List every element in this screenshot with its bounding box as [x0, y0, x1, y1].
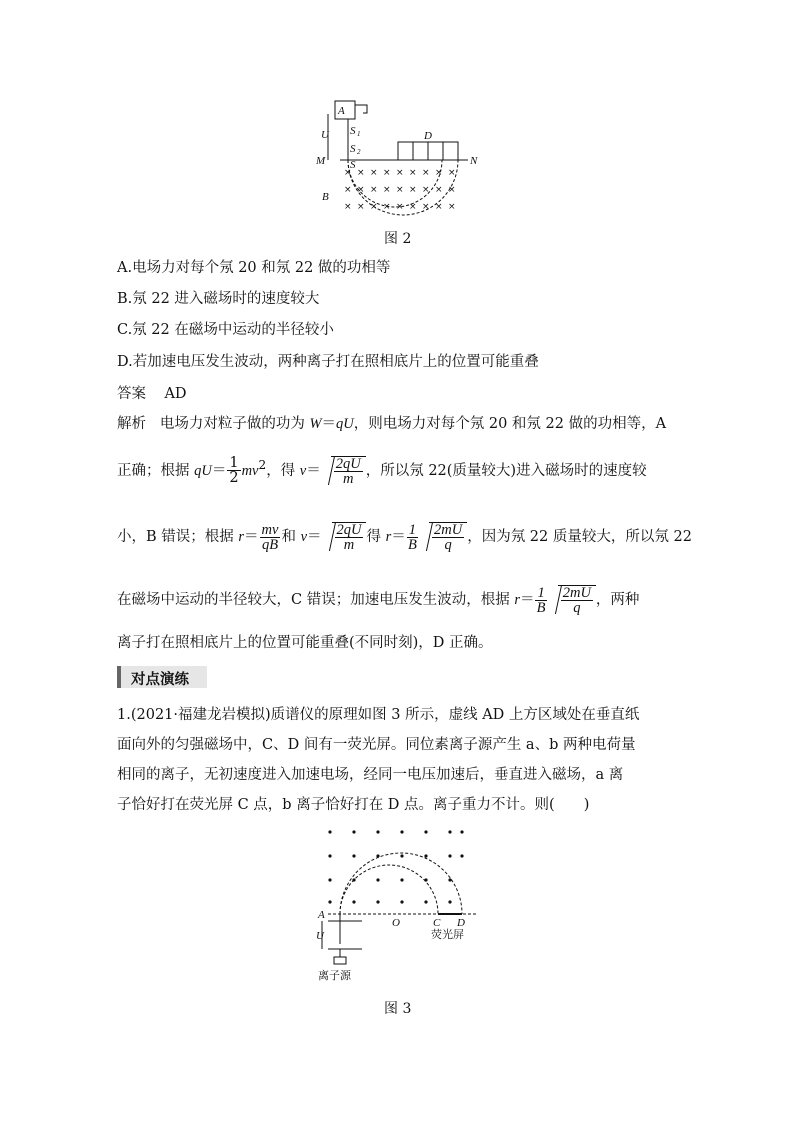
question-line-1: 1.(2021·福建龙岩模拟)质谱仪的原理如图 3 所示，虚线 AD 上方区域处在垂直纸 — [117, 707, 640, 723]
svg-text:×: × — [383, 202, 391, 212]
fraction — [334, 457, 363, 486]
frac-den: q — [573, 600, 581, 616]
label-D: D — [424, 130, 432, 142]
analysis-line-1 — [117, 414, 666, 434]
analysis-line-3: 小，B 错误；根据 r＝ $\frac{mv}{qB}$ 和 v＝ $\frac{2qU}{m}$ 得 r＝ $\frac{1}{B}$ $\frac{2mU}{q}$ ，因为氖 22 质量较大，所以氖 22 — [117, 521, 692, 553]
math-var: r — [385, 529, 392, 545]
svg-text:×: × — [357, 168, 365, 178]
frac-num: 1 — [537, 584, 545, 601]
svg-text:×: × — [422, 185, 430, 195]
svg-text:×: × — [396, 185, 404, 195]
analysis-label: 解析 — [117, 416, 146, 432]
math-var: r — [238, 529, 245, 545]
label-S2-sub: 2 — [357, 148, 361, 156]
label-U: U — [316, 930, 324, 942]
svg-text:×: × — [396, 168, 404, 178]
sqrt — [429, 522, 467, 552]
math-var: v — [299, 462, 307, 479]
fraction — [407, 523, 418, 552]
label-S1: S — [350, 125, 356, 137]
analysis-text: 在磁场中运动的半径较大，C 错误；加速电压发生波动，根据 — [117, 592, 515, 608]
label-U: U — [321, 129, 329, 141]
svg-text:×: × — [409, 202, 417, 212]
svg-text:×: × — [344, 202, 352, 212]
label-screen: 荧光屏 — [431, 928, 464, 941]
svg-text:×: × — [422, 168, 430, 178]
label-A: A — [318, 909, 325, 921]
svg-text:×: × — [396, 202, 404, 212]
label-S3: S — [350, 159, 356, 171]
svg-text:×: × — [357, 202, 365, 212]
svg-text:×: × — [383, 185, 391, 195]
option-a: A.电场力对每个氖 20 和氖 22 做的功相等 — [117, 260, 391, 276]
label-O: O — [392, 917, 400, 929]
question-line-2: 面向外的匀强磁场中，C、D 间有一荧光屏。同位素离子源产生 a、b 两种电荷量 — [117, 737, 636, 753]
sqrt — [332, 522, 367, 552]
frac-num: 2qU — [335, 455, 361, 472]
answer-line — [117, 384, 187, 404]
superscript: 2 — [258, 458, 267, 472]
sqrt — [331, 456, 366, 486]
math-op: ＝ — [244, 529, 259, 545]
frac-den: qB — [261, 536, 279, 553]
label-D: D — [457, 917, 465, 929]
question-1 — [117, 700, 677, 820]
analysis-text: ，所以氖 22(质量较大)进入磁场时的速度较 — [365, 462, 647, 479]
svg-text:×: × — [448, 185, 456, 195]
math-var: r — [514, 592, 520, 608]
frac-num: 2qU — [336, 522, 362, 538]
label-M: M — [316, 155, 326, 167]
fraction — [535, 586, 546, 615]
svg-text:×: × — [435, 185, 443, 195]
label-B: B — [322, 191, 329, 203]
figure-3-caption: 图 3 — [384, 1001, 412, 1017]
svg-text:×: × — [383, 168, 391, 178]
analysis-text: ，则电场力对每个氖 20 和氖 22 做的功相等，A — [353, 416, 667, 432]
fraction — [432, 523, 464, 552]
frac-den: q — [444, 537, 452, 553]
svg-text:×: × — [370, 185, 378, 195]
svg-text:×: × — [357, 185, 365, 195]
frac-den: m — [343, 537, 355, 553]
svg-text:×: × — [344, 168, 352, 178]
frac-den: 2 — [229, 470, 239, 487]
figure-2-diagram — [310, 95, 500, 220]
label-C: C — [433, 917, 441, 929]
frac-den: m — [342, 470, 354, 487]
analysis-text: 正确；根据 — [117, 462, 195, 479]
svg-text:×: × — [370, 202, 378, 212]
label-S2: S — [350, 143, 356, 155]
math-var: W — [309, 416, 322, 432]
svg-text:×: × — [422, 202, 430, 212]
frac-num: 2mU — [562, 585, 591, 601]
analysis-text: ，两种 — [595, 592, 640, 608]
analysis-line-4: 在磁场中运动的半径较大，C 错误；加速电压发生波动，根据 r＝ $\frac{1}{B}$ $\frac{2mU}{q}$ ，两种 — [117, 584, 640, 616]
frac-num: mv — [261, 521, 279, 538]
frac-num: 1 — [408, 521, 416, 538]
fraction — [227, 456, 240, 485]
question-line-3: 相同的离子，无初速度进入加速电场，经同一电压加速后，垂直进入磁场，a 离 — [117, 767, 624, 783]
label-source: 离子源 — [318, 969, 351, 982]
math-var: v — [300, 529, 307, 545]
frac-num: 1 — [229, 455, 239, 472]
svg-text:×: × — [435, 168, 443, 178]
svg-text:×: × — [409, 168, 417, 178]
svg-text:×: × — [344, 185, 352, 195]
analysis-line-5: 离子打在照相底片上的位置可能重叠(不同时刻)，D 正确。 — [117, 635, 493, 651]
label-S1-sub: 1 — [357, 130, 361, 138]
svg-text:×: × — [409, 185, 417, 195]
math-op: ＝ — [321, 416, 337, 432]
analysis-text: 和 — [281, 529, 301, 545]
option-b: B.氖 22 进入磁场时的速度较大 — [117, 291, 320, 307]
label-A: A — [338, 105, 345, 117]
label-N: N — [470, 155, 478, 167]
option-d: D.若加速电压发生波动，两种离子打在照相底片上的位置可能重叠 — [117, 354, 539, 370]
answer-label: 答案 — [117, 386, 146, 402]
sqrt — [558, 585, 596, 615]
math-var: qU — [194, 462, 212, 479]
analysis-text: ，因为氖 22 质量较大，所以氖 22 — [467, 529, 692, 545]
svg-text:×: × — [370, 168, 378, 178]
math-op: ＝ — [211, 462, 227, 479]
math-var: mv — [241, 462, 259, 479]
frac-den: B — [407, 536, 417, 553]
svg-text:×: × — [448, 168, 456, 178]
option-c: C.氖 22 在磁场中运动的半径较小 — [117, 322, 334, 338]
question-line-4: 子恰好打在荧光屏 C 点，b 离子恰好打在 D 点。离子重力不计。则( ) — [117, 797, 590, 813]
section-header — [117, 666, 207, 688]
math-var: qU — [336, 416, 354, 432]
analysis-text: 电场力对粒子做的功为 — [159, 416, 310, 432]
frac-den: B — [536, 599, 546, 616]
figure-2-caption: 图 2 — [384, 231, 412, 247]
answer-value: AD — [164, 386, 187, 402]
figure-3-diagram — [300, 822, 490, 987]
analysis-text: 小，B 错误；根据 — [117, 529, 239, 545]
fraction — [335, 523, 364, 552]
section-title: 对点演练 — [131, 671, 189, 688]
fraction — [260, 523, 281, 552]
svg-text:×: × — [435, 202, 443, 212]
analysis-text: 得 — [366, 529, 386, 545]
analysis-line-2 — [117, 455, 647, 486]
math-op: ＝ — [306, 462, 321, 479]
fraction — [561, 586, 593, 615]
frac-num: 2mU — [434, 522, 463, 538]
svg-text:×: × — [448, 202, 456, 212]
analysis-text: ，得 — [266, 462, 300, 479]
